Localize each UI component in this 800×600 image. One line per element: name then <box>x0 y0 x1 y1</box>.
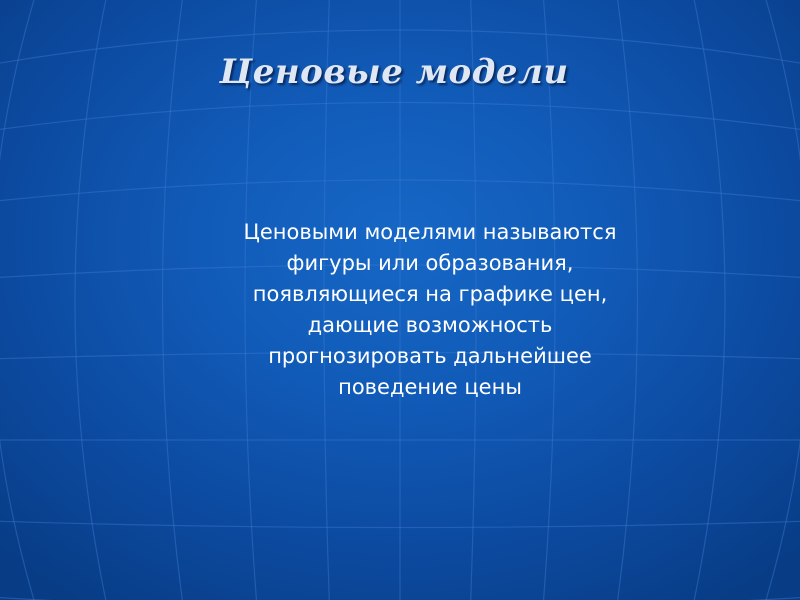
body-line: поведение цены <box>338 375 522 399</box>
slide-body <box>130 217 730 403</box>
body-line: появляющиеся на графике цен, <box>252 282 608 306</box>
body-line: фигуры или образования, <box>286 251 574 275</box>
body-line: Ценовыми моделями называются <box>243 220 617 244</box>
body-line: прогнозировать дальнейшее <box>268 344 592 368</box>
slide-title: Ценовые модели <box>219 52 569 92</box>
body-line: дающие возможность <box>307 313 553 337</box>
